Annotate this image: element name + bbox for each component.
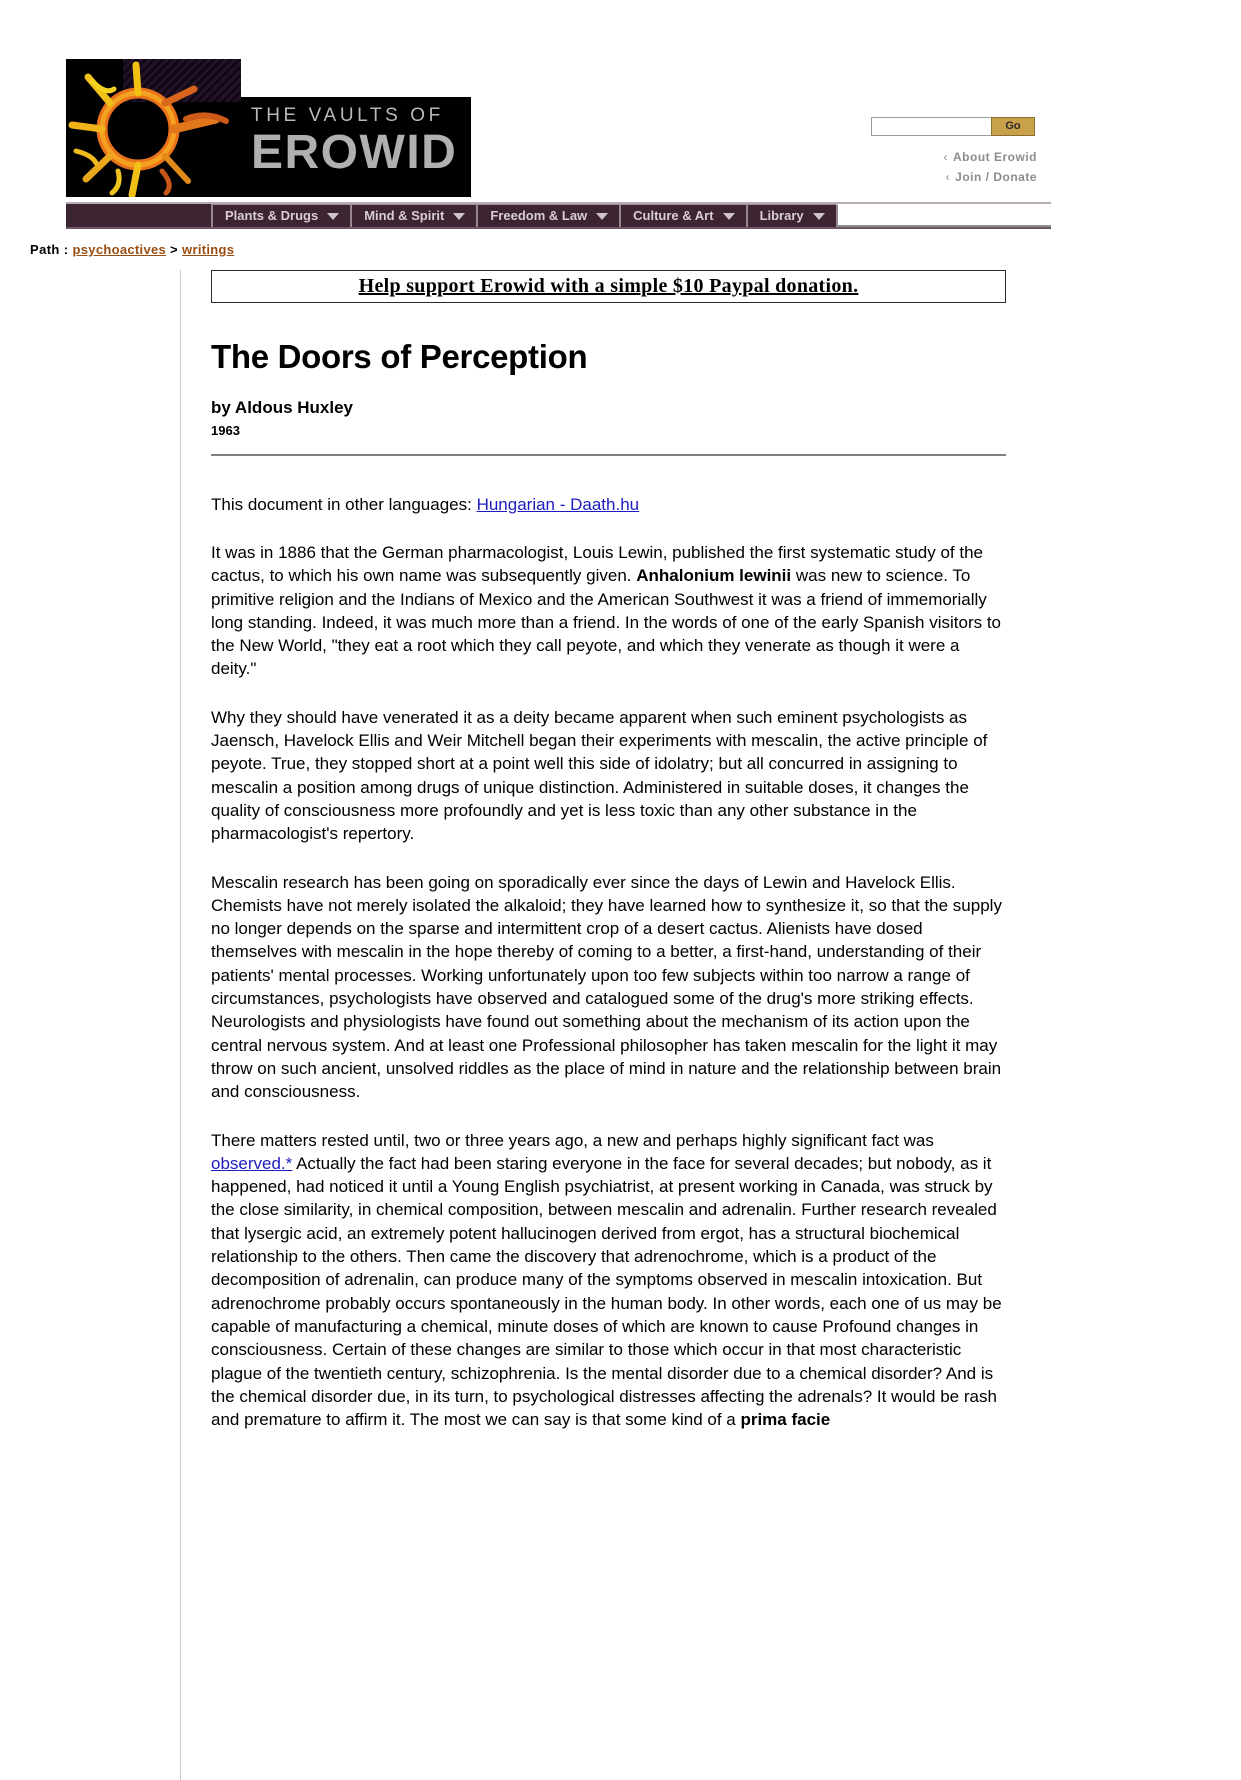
- paragraph-text: Actually the fact had been staring everyone in the face for several decades; but nobody, as it happened, had noticed it until a Young English psychiatrist, at present working in Canada, was struck by the close similarity, in chemical composition, between mescalin and adrenalin. Further research revealed that lysergic acid, an extremely potent hallucinogen derived from ergot, has a structural biochemical relationship to the others. Then came the discovery that adrenochrome, which is a product of the decomposition of adrenalin, can produce many of the symptoms observed in mescalin intoxication. But adrenochrome probably occurs spontaneously in the human body. In other words, each one of us may be capable of manufacturing a chemical, minute doses of which are known to cause Profound changes in consciousness. Certain of these changes are similar to those which occur in that most characteristic plague of the twentieth century, schizophrenia. Is the mental disorder due to a chemical disorder? And is the chemical disorder due, in its turn, to psychological distresses affecting the adrenals? It would be rash and premature to affirm it. The most we can say is that some kind of a: [211, 1153, 1002, 1430]
- chevron-down-icon: [813, 213, 825, 220]
- emphasis-term: prima facie: [740, 1410, 831, 1430]
- join-donate-link[interactable]: [871, 167, 1037, 187]
- article-paragraph: [211, 1129, 1006, 1432]
- paragraph-text: There matters rested until, two or three years ago, a new and perhaps highly significant fact was: [211, 1130, 934, 1150]
- nav-item-label: Culture & Art: [633, 208, 714, 223]
- nav-filler: [836, 204, 1051, 227]
- search-go-button[interactable]: Go: [991, 117, 1035, 136]
- breadcrumb-separator: >: [170, 242, 179, 257]
- nav-spacer: [66, 204, 211, 227]
- join-donate-label: Join / Donate: [955, 170, 1037, 184]
- nav-item-label: Freedom & Law: [490, 208, 588, 223]
- search-input[interactable]: [871, 117, 991, 136]
- donation-link[interactable]: Help support Erowid with a simple $10 Paypal donation.: [358, 275, 859, 297]
- breadcrumb-label: Path :: [30, 242, 69, 257]
- main-navigation: [66, 202, 1051, 229]
- nav-item-plants-drugs[interactable]: [211, 204, 350, 227]
- brand-name: EROWID: [251, 126, 458, 179]
- nav-item-label: Mind & Spirit: [364, 208, 445, 223]
- breadcrumb-link-writings[interactable]: writings: [182, 242, 235, 257]
- page-title: The Doors of Perception: [211, 338, 588, 375]
- site-header: [0, 0, 1241, 184]
- page-content: [0, 236, 1241, 1780]
- paragraph-text: was new to science. To primitive religion and the Indians of Mexico and the American Southwest it was a friend of immemorially long standing. Indeed, it was much more than a friend. In the words of one of the early Spanish visitors to the New World, "they eat a root which they call peyote, and which they venerate as though it were a deity.": [211, 566, 1002, 679]
- breadcrumb: [0, 236, 1241, 261]
- article-paragraph: [211, 541, 1006, 681]
- language-link-hungarian[interactable]: Hungarian - Daath.hu: [476, 495, 640, 514]
- nav-item-label: Library: [759, 208, 804, 223]
- logo-wordmark: [241, 97, 471, 197]
- chevron-left-icon: ‹: [943, 150, 948, 164]
- nav-item-freedom-law[interactable]: [476, 204, 619, 227]
- article-paragraph: [211, 706, 1006, 846]
- emphasis-term: Anhalonium lewinii: [636, 566, 792, 586]
- article-body: [211, 541, 1020, 1431]
- chevron-down-icon: [327, 213, 339, 220]
- donation-banner[interactable]: [211, 270, 1006, 303]
- article-year: 1963: [211, 423, 240, 438]
- paragraph-text: Why they should have venerated it as a deity became apparent when such eminent psychologists as Jaensch, Havelock Ellis and Weir Mitchell began their experiments with mescalin, the active principle of peyote. True, they stopped short at a point well this side of idolatry; but all concurred in assigning to mescalin a position among drugs of unique distinction. Administered in suitable doses, it changes the quality of consciousness more profoundly and yet is less toxic than any other substance in the pharmacologist's repertory.: [211, 707, 988, 844]
- language-prefix: This document in other languages:: [211, 495, 477, 514]
- erowid-sun-icon: [66, 59, 241, 197]
- chevron-down-icon: [596, 213, 608, 220]
- paragraph-text: Mescalin research has been going on sporadically ever since the days of Lewin and Havelock Ellis. Chemists have not merely isolated the alkaloid; they have learned how to synthesize it, so that the supply no longer depends on the sparse and intermittent crop of a desert cactus. Alienists have dosed themselves with mescalin in the hope thereby of coming to a better, a first-hand, understanding of their patients' mental processes. Working unfortunately upon too few subjects within too narrow a range of circumstances, psychologists have observed and catalogued some of the drug's more striking effects. Neurologists and physiologists have found out something about the mechanism of its action upon the central nervous system. And at least one Professional philosopher has taken mescalin for the light it may throw on such ancient, unsolved riddles as the place of mind in nature and the relationship between brain and consciousness.: [211, 872, 1002, 1102]
- about-erowid-label: About Erowid: [953, 150, 1037, 164]
- header-links: [871, 147, 1037, 187]
- nav-item-culture-art[interactable]: [619, 204, 745, 227]
- vaults-line: THE VAULTS OF: [251, 105, 444, 126]
- nav-item-label: Plants & Drugs: [225, 208, 319, 223]
- article-paragraph: [211, 871, 1006, 1104]
- search-cluster: [871, 117, 1037, 187]
- sun-rays-icon: [66, 59, 241, 197]
- language-line: [211, 494, 1020, 516]
- nav-item-library[interactable]: [746, 204, 836, 227]
- article-byline: by Aldous Huxley: [211, 398, 354, 417]
- chevron-down-icon: [453, 213, 465, 220]
- article-column: [180, 270, 1020, 1780]
- chevron-down-icon: [723, 213, 735, 220]
- paragraph-text: It was in 1886 that the German pharmacologist, Louis Lewin, published the first systematic study of the cactus, to which his own name was subsequently given.: [211, 543, 984, 586]
- footnote-link[interactable]: observed.*: [211, 1153, 293, 1173]
- chevron-left-icon: ‹: [945, 170, 951, 184]
- nav-item-mind-spirit[interactable]: [350, 204, 476, 227]
- about-erowid-link[interactable]: [871, 147, 1037, 167]
- breadcrumb-link-psychoactives[interactable]: psychoactives: [72, 242, 167, 257]
- site-logo[interactable]: [66, 59, 471, 197]
- divider: [211, 454, 1006, 456]
